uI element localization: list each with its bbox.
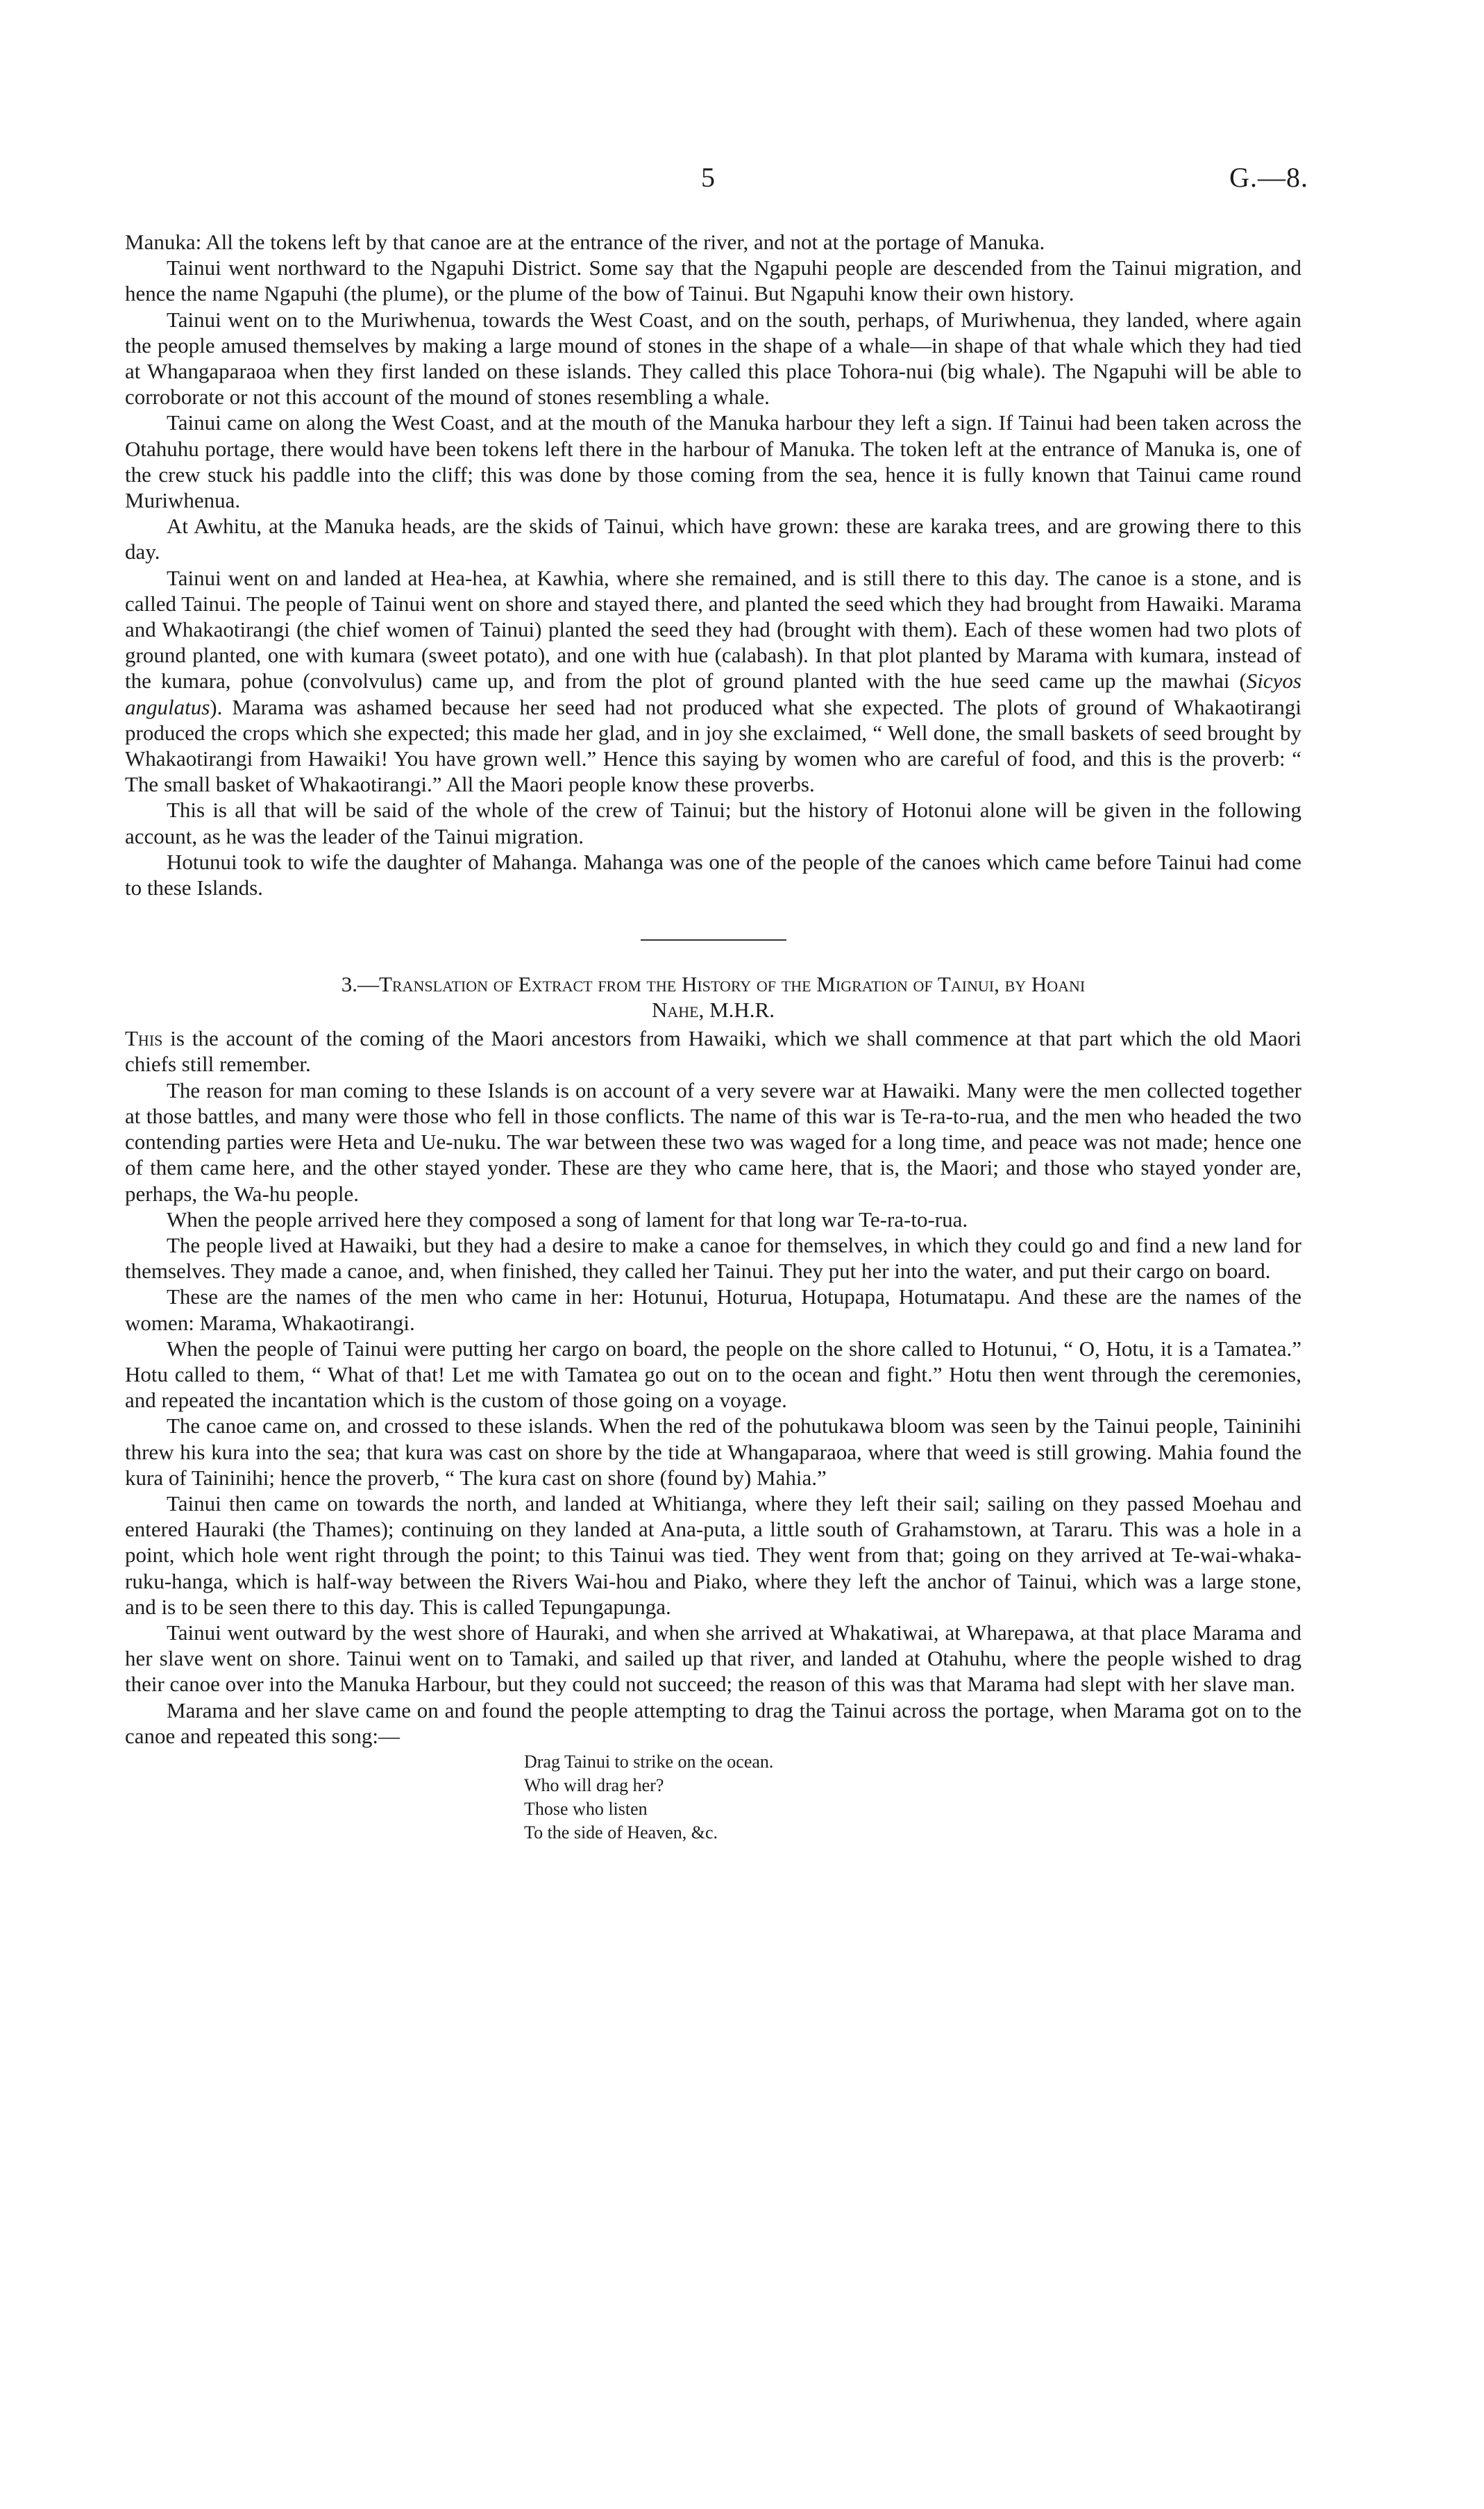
paragraph: Manuka: All the tokens left by that canoe are at the entrance of the river, and not at the portage of Manuka. — [125, 230, 1045, 254]
paragraph: The reason for man coming to these Islands is on account of a very severe war at Hawaiki. Many were the men collected together at those battles, and many were those who fell in those conflicts. The name of this war is Te-ra-to-rua, and the men who headed the two contending parties were Heta and Ue-nuku. The war between these two was waged for a long time, and peace was not made; hence one of them came here, and the other stayed yonder. These are they who came here, that is, the Maori; and those who stayed yonder are, perhaps, the Wa-hu people. — [125, 1077, 1301, 1206]
section-title-line: Nahe, M.H.R. — [652, 998, 775, 1023]
paragraph-text: ). Marama was ashamed because her seed had not produced what she expected. The plots of ground of Whakaotirangi produced the crops which she expected; this made her glad, and in joy she exclaimed, “ Well done, the small baskets of seed brought by Whakaotirangi from Hawaiki! You have grown well.” Hence this saying by women who are careful of food, and this is the proverb: “ The small basket of Whakaotirangi.” All the Maori people know these proverbs. — [125, 694, 1301, 797]
paragraph: When the people of Tainui were putting her cargo on board, the people on the shore called to Hotunui, “ O, Hotu, it is a Tamatea.” Hotu called to them, “ What of that! Let me with Tamatea go out on to the ocean and fight.” Hotu then went through the ceremonies, and repeated the incantation which is the custom of those going on a voyage. — [125, 1336, 1301, 1413]
first-word: This — [125, 1026, 163, 1051]
paragraph: The canoe came on, and crossed to these islands. When the red of the pohutukawa bloom was seen by the Tainui people, Taininihi threw his kura into the sea; that kura was cast on shore by the tide at Whangaparaoa, where that weed is still growing. Mahia found the kura of Taininihi; hence the proverb, “ The kura cast on shore (found by) Mahia.” — [125, 1413, 1301, 1490]
verse-line: Drag Tainui to strike on the ocean. — [524, 1751, 774, 1772]
italic-term: Sicyos angulatus — [125, 669, 1301, 719]
document-reference: G.—8. — [1229, 162, 1308, 193]
paragraph: At Awhitu, at the Manuka heads, are the skids of Tainui, which have grown: these are karaka trees, and are growing there to this day. — [125, 514, 1301, 564]
verse-line: To the side of Heaven, &c. — [524, 1822, 718, 1843]
paragraph: Tainui went on to the Muriwhenua, towards the West Coast, and on the south, perhaps, of Muriwhenua, they landed, where again the people amused themselves by making a large mound of stones in the shape of a whale—in shape of that whale which they had tied at Whangaparaoa when they first landed on these islands. They called this place Tohora-nui (big whale). The Ngapuhi will be able to corroborate or not this account of the mound of stones resembling a whale. — [125, 307, 1301, 410]
verse-line: Who will drag her? — [524, 1774, 664, 1795]
section-title — [125, 971, 1301, 1023]
paragraph: This is all that will be said of the whole of the crew of Tainui; but the history of Hotonui alone will be given in the following account, as he was the leader of the Tainui migration. — [125, 798, 1301, 848]
song-verse — [524, 1750, 1301, 1845]
section-title-line: 3.—Translation of Extract from the History of the Migration of Tainui, by Hoani — [341, 972, 1086, 997]
paragraph: These are the names of the men who came in her: Hotunui, Hoturua, Hotupapa, Hotumatapu. And these are the names of the women: Marama, Whakaotirangi. — [125, 1284, 1301, 1335]
section-divider — [641, 939, 786, 941]
body-text — [125, 229, 1301, 1845]
paragraph: Marama and her slave came on and found the people attempting to drag the Tainui across the portage, when Marama got on to the canoe and repeated this song:— — [125, 1697, 1301, 1748]
page-number: 5 — [701, 162, 715, 193]
paragraph: Tainui came on along the West Coast, and at the mouth of the Manuka harbour they left a sign. If Tainui had been taken across the Otahuhu portage, there would have been tokens left there in the harbour of Manuka. The token left at the entrance of Manuka is, one of the crew stuck his paddle into the cliff; this was done by those coming from the sea, hence it is fully known that Tainui came round Muriwhenua. — [125, 410, 1301, 513]
paragraph — [125, 1025, 1301, 1077]
verse-line: Those who listen — [524, 1798, 648, 1819]
paragraph-kawhia — [125, 565, 1301, 798]
paragraph: Hotunui took to wife the daughter of Mahanga. Mahanga was one of the people of the canoes which came before Tainui had come to these Islands. — [125, 849, 1301, 900]
paragraph: The people lived at Hawaiki, but they had a desire to make a canoe for themselves, in which they could go and find a new land for themselves. They made a canoe, and, when finished, they called her Tainui. They put her into the water, and put their cargo on board. — [125, 1232, 1301, 1284]
paragraph: Tainui went northward to the Ngapuhi District. Some say that the Ngapuhi people are descended from the Tainui migration, and hence the name Ngapuhi (the plume), or the plume of the bow of Tainui. But Ngapuhi know their own history. — [125, 255, 1301, 306]
page-header — [125, 161, 1308, 203]
paragraph-text: is the account of the coming of the Maori ancestors from Hawaiki, which we shall commence at that part which the old Maori chiefs still remember. — [125, 1026, 1301, 1077]
paragraph: Tainui then came on towards the north, and landed at Whitianga, where they left their sail; sailing on they passed Moehau and entered Hauraki (the Thames); continuing on they landed at Ana-puta, a little south of Grahamstown, at Tararu. This was a hole in a point, which hole went right through the point; to this Tainui was tied. They went from that; going on they arrived at Te-wai-whaka-ruku-hanga, which is half-way between the Rivers Wai-hou and Piako, where they left the anchor of Tainui, which was a large stone, and is to be seen there to this day. This is called Tepungapunga. — [125, 1491, 1301, 1619]
paragraph-text: Tainui went on and landed at Hea-hea, at Kawhia, where she remained, and is still there to this day. The canoe is a stone, and is called Tainui. The people of Tainui went on shore and stayed there, and planted the seed which they had brought from Hawaiki. Marama and Whakaotirangi (the chief women of Tainui) planted the seed they had (brought with them). Each of these women had two plots of ground planted, one with kumara (sweet potato), and one with hue (calabash). In that plot planted by Marama with kumara, instead of the kumara, pohue (convolvulus) came up, and from the plot of ground planted with the hue seed came up the mawhai ( — [125, 565, 1301, 694]
paragraph: Tainui went outward by the west shore of Hauraki, and when she arrived at Whakatiwai, at Wharepawa, at that place Marama and her slave went on shore. Tainui went on to Tamaki, and sailed up that river, and landed at Otahuhu, where the people wished to drag their canoe over into the Manuka Harbour, but they could not succeed; the reason of this was that Marama had slept with her slave man. — [125, 1620, 1301, 1697]
paragraph: When the people arrived here they composed a song of lament for that long war Te-ra-to-rua. — [167, 1207, 968, 1232]
